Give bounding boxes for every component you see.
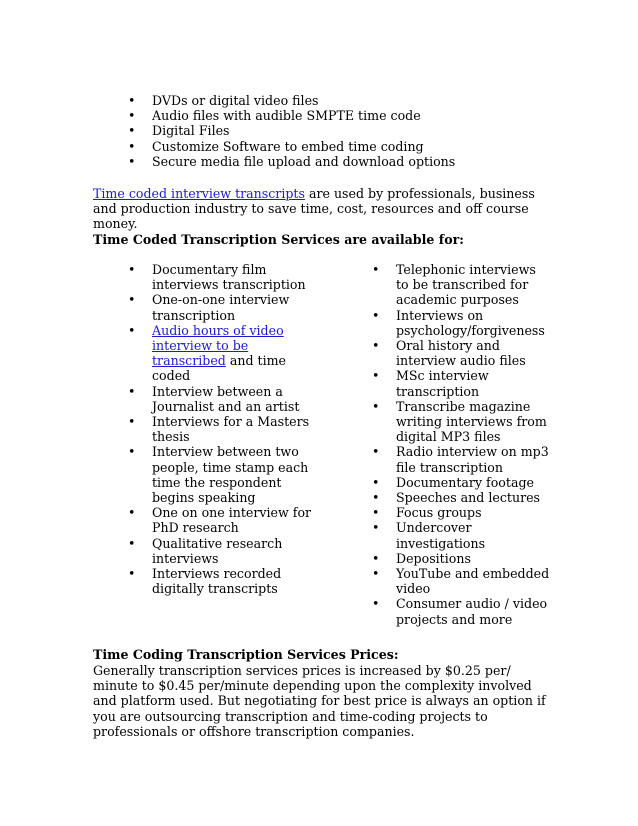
list-item: • Customize Software to embed time coding (128, 139, 588, 154)
list-item: • MSc interview transcription (372, 368, 552, 398)
list-item: • Interview between two people, time stamp each time the respondent begins speaking (128, 444, 318, 505)
list-item: • Audio files with audible SMPTE time code (128, 108, 588, 123)
list-item: • Depositions (372, 551, 552, 566)
list-item: • Transcribe magazine writing interviews from digital MP3 files (372, 399, 552, 445)
list-item: • Interviews for a Masters thesis (128, 414, 318, 444)
list-item: • Consumer audio / video projects and more (372, 596, 552, 626)
list-item: • Interview between a Journalist and an artist (128, 384, 318, 414)
intro-paragraph (93, 186, 553, 232)
intro-text: are used by professionals, business and production industry to save time, cost, resources and off course money. (93, 186, 535, 232)
available-for-heading: Time Coded Transcription Services are available for: (93, 232, 464, 247)
audio-hours-link[interactable]: Audio hours of video interview to be transcribed (152, 322, 284, 369)
list-item: • DVDs or digital video files (128, 93, 588, 108)
list-item: • YouTube and embedded video (372, 566, 552, 596)
list-item (128, 323, 318, 384)
list-item: • Speeches and lectures (372, 490, 552, 505)
list-item: • Oral history and interview audio files (372, 338, 552, 368)
media-formats-list (128, 93, 588, 169)
list-item: • Focus groups (372, 505, 552, 520)
services-list-left (128, 262, 318, 596)
list-item: • Interviews on psychology/forgiveness (372, 308, 552, 338)
list-item: • Interviews recorded digitally transcripts (128, 566, 318, 596)
list-item: • Radio interview on mp3 file transcription (372, 444, 552, 474)
list-item: • Secure media file upload and download options (128, 154, 588, 169)
list-item: • Documentary film interviews transcription (128, 262, 318, 292)
list-item: • Documentary footage (372, 475, 552, 490)
list-item: • Digital Files (128, 123, 588, 138)
list-item: • Qualitative research interviews (128, 536, 318, 566)
list-item: • Telephonic interviews to be transcribed for academic purposes (372, 262, 552, 308)
list-item: • One-on-one interview transcription (128, 292, 318, 322)
time-coded-transcripts-link[interactable]: Time coded interview transcripts (93, 186, 305, 201)
list-item: • Undercover investigations (372, 520, 552, 550)
services-list-right (372, 262, 552, 627)
list-item: • One on one interview for PhD research (128, 505, 318, 535)
prices-heading: Time Coding Transcription Services Prices: (93, 647, 399, 662)
prices-paragraph: Generally transcription services prices is increased by $0.25 per/ minute to $0.45 per/minute depending upon the complexity involved and platform used. But negotiating for best price is always an option if you are outsourcing transcription and time-coding projects to professionals or offshore transcription companies. (93, 663, 546, 739)
list-item-text: and time coded (152, 353, 287, 384)
